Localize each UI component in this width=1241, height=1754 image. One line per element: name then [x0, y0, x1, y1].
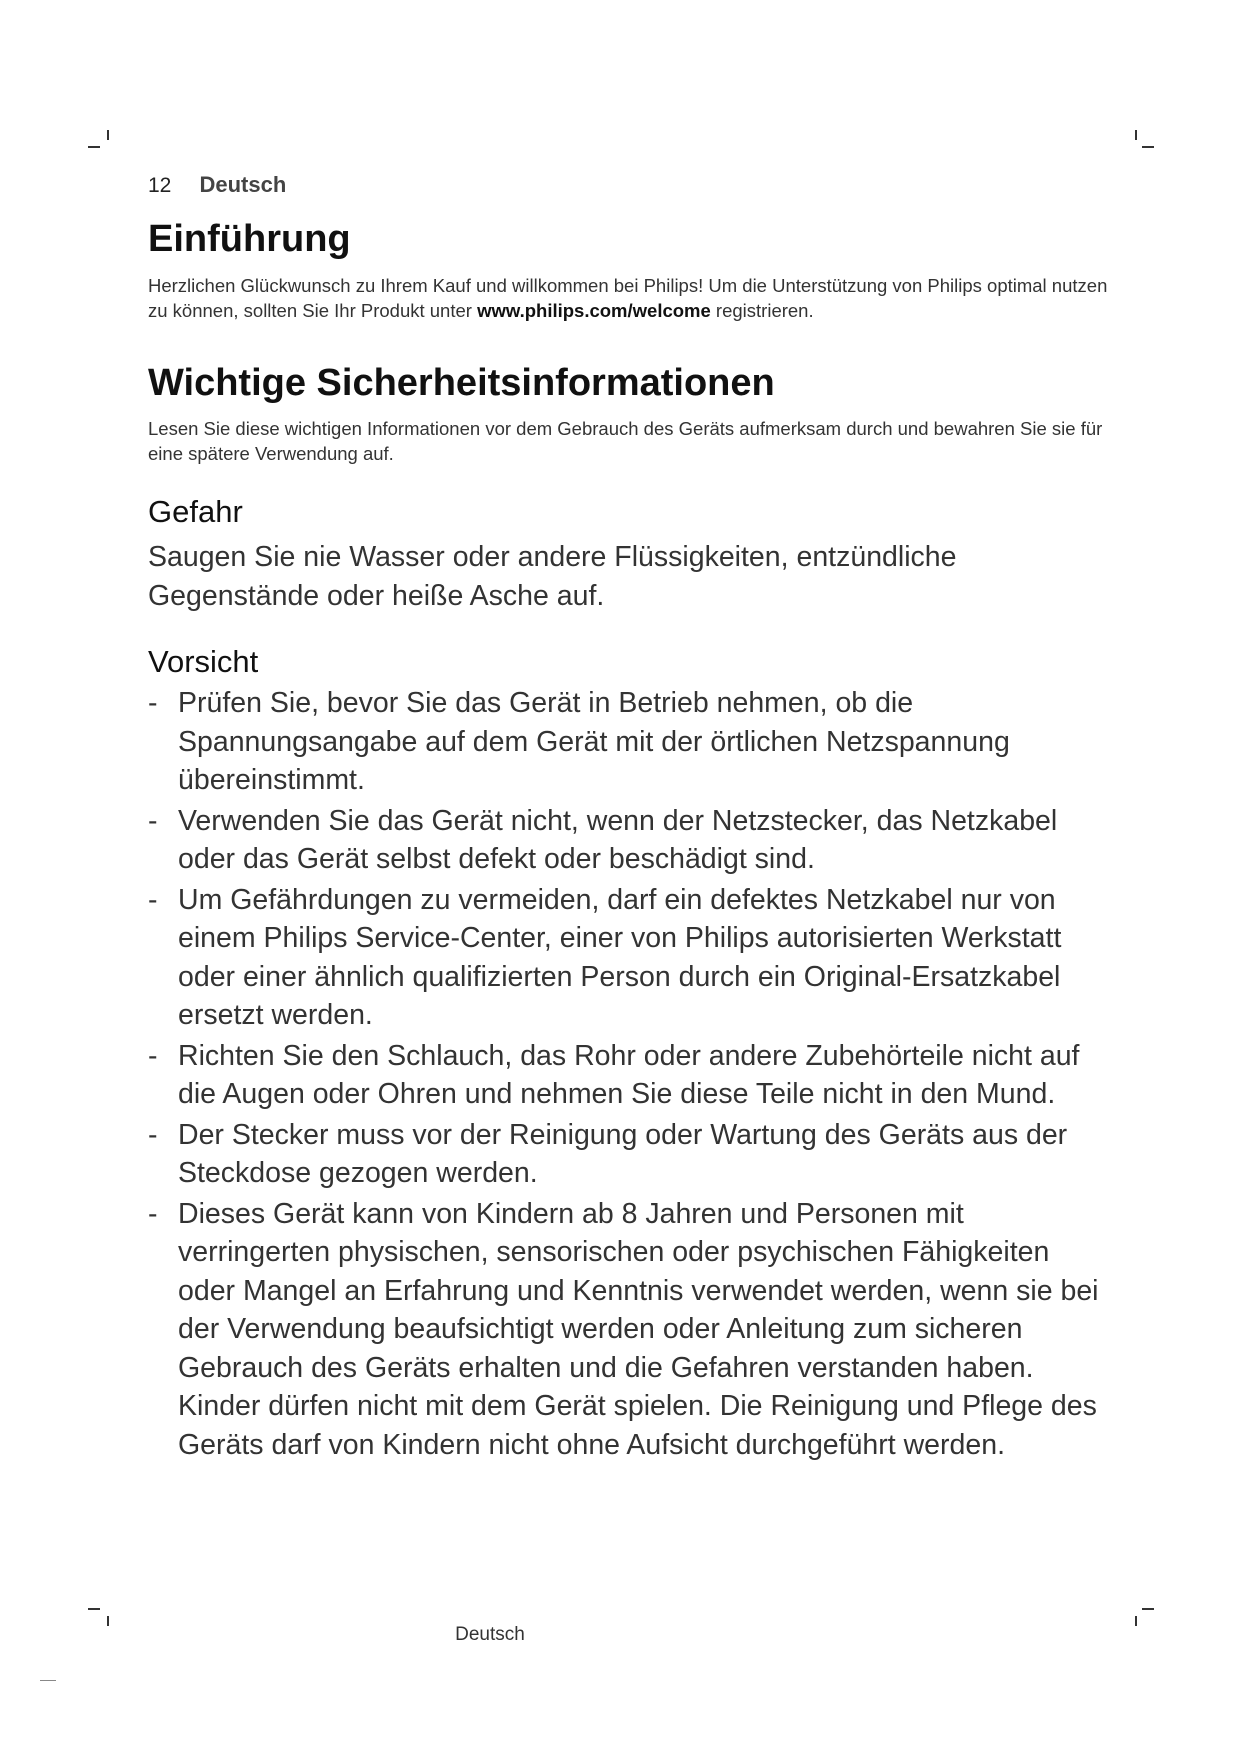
list-item-text: Prüfen Sie, bevor Sie das Gerät in Betrieb nehmen, ob die Spannungsangabe auf dem Gerät mit der örtlichen Netzspannung übereinstimmt. [178, 687, 1010, 796]
list-item [148, 1037, 1108, 1114]
danger-heading: Gefahr [148, 494, 243, 529]
danger-paragraph: Saugen Sie nie Wasser oder andere Flüssigkeiten, entzündliche Gegenstände oder heiße Asche auf. [148, 541, 957, 612]
crop-mark-top-left-h [88, 146, 100, 148]
crop-mark-bottom-left-h [88, 1608, 100, 1610]
crop-mark-bottom-edge [40, 1680, 56, 1681]
header-language: Deutsch [199, 172, 287, 197]
intro-paragraph [148, 273, 1108, 323]
list-dash: - [148, 804, 158, 837]
list-item [148, 1195, 1108, 1465]
caution-list [148, 684, 1108, 1466]
crop-mark-bottom-right-h [1142, 1608, 1154, 1610]
list-item-text: Verwenden Sie das Gerät nicht, wenn der Netzstecker, das Netzkabel oder das Gerät selbst defekt oder beschädigt sind. [178, 804, 1058, 875]
list-item [148, 1116, 1108, 1193]
caution-heading: Vorsicht [148, 644, 259, 679]
page-number: 12 [148, 174, 172, 197]
list-item-text: Dieses Gerät kann von Kindern ab 8 Jahren und Personen mit verringerten physischen, sensorischen oder psychischen Fähigkeiten oder Mangel an Erfahrung und Kenntnis verwendet werden, wenn sie bei der Verwendung beaufsichtigt werden oder Anleitung zum sicheren Gebrauch des Geräts erhalten und die Gefahren verstanden haben. Kinder dürfen nicht mit dem Gerät spielen. Die Reinigung und Pflege des Geräts darf von Kindern nicht ohne Aufsicht durchgeführt werden. [178, 1197, 1099, 1461]
welcome-url-link[interactable]: www.philips.com/welcome [477, 300, 711, 321]
crop-mark-top-left-v [107, 130, 109, 140]
list-item [148, 881, 1108, 1035]
list-item-text: Um Gefährdungen zu vermeiden, darf ein defektes Netzkabel nur von einem Philips Service-Center, einer von Philips autorisierten Werkstatt oder einer ähnlich qualifizierten Person durch ein Original-Ersatzkabel ersetzt werden. [178, 883, 1062, 1031]
crop-mark-top-right-h [1142, 146, 1154, 148]
list-dash: - [148, 1197, 158, 1230]
crop-mark-top-right-v [1135, 130, 1137, 140]
intro-text-before: Herzlichen Glückwunsch zu Ihrem Kauf und willkommen bei Philips! Um die Unterstützung von Philips optimal nutzen zu können, sollten Sie Ihr Produkt unter [148, 275, 1108, 321]
list-item [148, 802, 1108, 879]
intro-heading: Einführung [148, 218, 351, 260]
list-dash: - [148, 1039, 158, 1072]
safety-heading: Wichtige Sicherheitsinformationen [148, 362, 775, 404]
list-item-text: Der Stecker muss vor der Reinigung oder Wartung des Geräts aus der Steckdose gezogen werden. [178, 1118, 1068, 1189]
page-footer: Deutsch [455, 1624, 525, 1645]
safety-paragraph: Lesen Sie diese wichtigen Informationen vor dem Gebrauch des Geräts aufmerksam durch und bewahren Sie sie für eine spätere Verwendung auf. [148, 418, 1103, 464]
page-header [148, 172, 286, 198]
intro-text-after: registrieren. [710, 300, 814, 321]
list-item-text: Richten Sie den Schlauch, das Rohr oder andere Zubehörteile nicht auf die Augen oder Ohren und nehmen Sie diese Teile nicht in den Mund. [178, 1039, 1080, 1110]
list-item [148, 684, 1108, 800]
list-dash: - [148, 1118, 158, 1151]
list-dash: - [148, 687, 158, 719]
crop-mark-bottom-right-v [1135, 1616, 1137, 1626]
list-dash: - [148, 883, 158, 916]
